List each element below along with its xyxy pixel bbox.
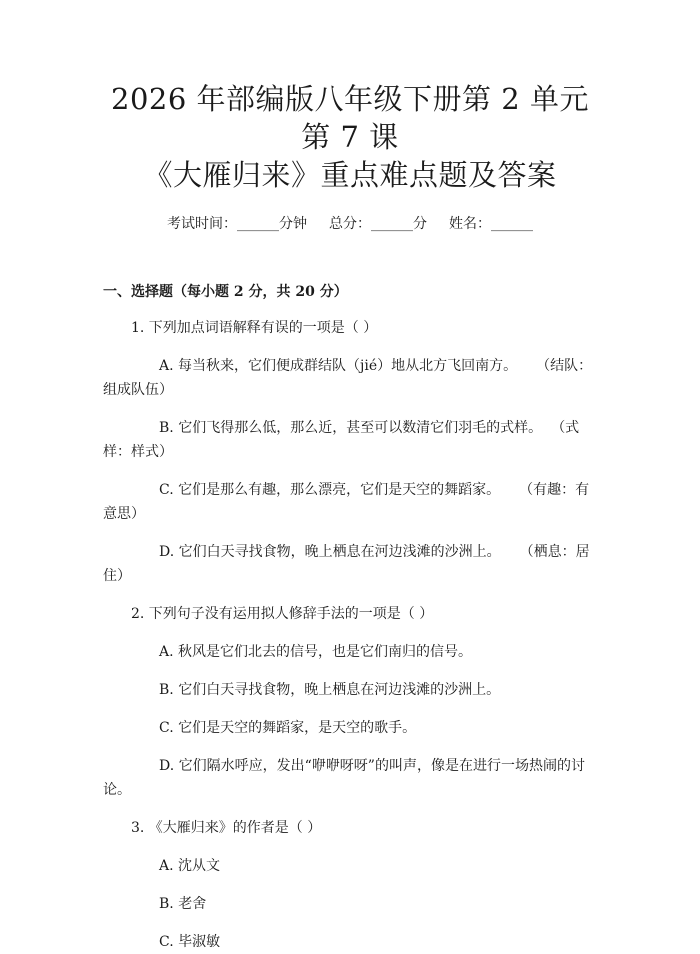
question-3-stem: 3. 《大雁归来》的作者是（ ） xyxy=(131,820,322,836)
title-line-2: 《大雁归来》重点难点题及答案 xyxy=(143,158,557,192)
q1-option-a xyxy=(103,354,597,402)
question-2-stem: 2. 下列句子没有运用拟人修辞手法的一项是（ ） xyxy=(131,606,434,622)
question-1-stem: 1. 下列加点词语解释有误的一项是（ ） xyxy=(131,320,378,336)
q2-option-d: D. 它们隔水呼应，发出“咿咿呀呀”的叫声，像是在进行一场热闹的讨论。 xyxy=(103,758,585,798)
q1-option-b xyxy=(103,416,597,464)
q1-option-a-gloss: （结队：组成队伍） xyxy=(103,358,593,398)
q1-option-b-gloss: （式样：样式） xyxy=(103,420,580,460)
q1-option-d xyxy=(103,540,597,588)
q3-option-a: A. 沈从文 xyxy=(159,858,221,874)
q1-option-c-gloss: （有趣：有意思） xyxy=(103,482,590,522)
q2-option-b: B. 它们白天寻找食物，晚上栖息在河边浅滩的沙洲上。 xyxy=(159,682,501,698)
q1-option-c-text: C. 它们是那么有趣，那么漂亮，它们是天空的舞蹈家。 xyxy=(159,482,501,498)
section-heading: 一、选择题（每小题 2 分，共 20 分） xyxy=(103,284,348,300)
exam-meta xyxy=(103,214,597,234)
total-score: 总分：______分 xyxy=(329,216,427,232)
student-name: 姓名：______ xyxy=(449,216,533,232)
q1-option-d-gloss: （栖息：居住） xyxy=(103,544,590,584)
exam-time: 考试时间：______分钟 xyxy=(167,216,307,232)
q1-option-a-text: A. 每当秋来，它们便成群结队（jié）地从北方飞回南方。 xyxy=(159,358,518,374)
q1-option-d-text: D. 它们白天寻找食物，晚上栖息在河边浅滩的沙洲上。 xyxy=(159,544,501,560)
title-line-1: 2026 年部编版八年级下册第 2 单元第 7 课 xyxy=(111,82,589,154)
q2-option-c: C. 它们是天空的舞蹈家，是天空的歌手。 xyxy=(159,720,417,736)
q3-option-c: C. 毕淑敏 xyxy=(159,934,221,950)
q1-option-b-text: B. 它们飞得那么低，那么近，甚至可以数清它们羽毛的式样。 xyxy=(159,420,543,436)
q3-option-b: B. 老舍 xyxy=(159,896,207,912)
q1-option-c xyxy=(103,478,597,526)
page-title xyxy=(103,0,597,194)
q2-option-a: A. 秋风是它们北去的信号，也是它们南归的信号。 xyxy=(159,644,473,660)
